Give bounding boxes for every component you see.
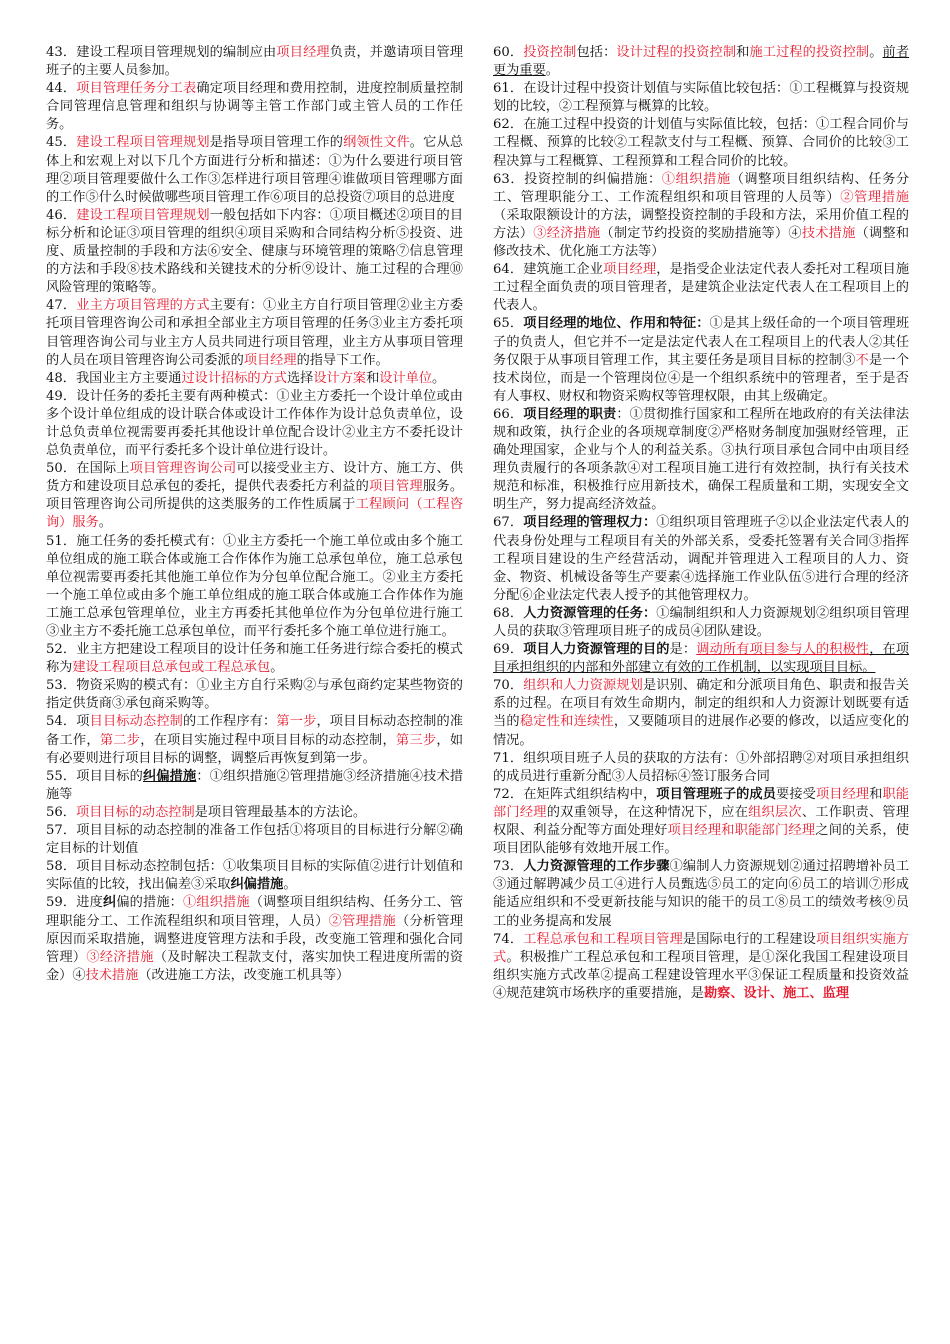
- item-text: 设计单位: [379, 370, 433, 386]
- item-text: 偏的措施：: [116, 895, 184, 911]
- item-55: [46, 768, 463, 804]
- item-text: 62．在施工过程中投资的计划值与实际值比较，包括：①工程合同价与工程概、预算的比较②工程款支付与工程概、预算、合同价的比较③工程决算与工程概算、工程预算和工程合同价的比较。: [493, 117, 909, 169]
- item-text: 53．物资采购的模式有：①业主方自行采购②与承包商约定某些物资的指定供货商③承包商采购等。: [46, 678, 463, 712]
- item-text: 是一个技术岗位，而是一个管理岗位④是一个组织系统中的管理者，至于是否有人事权、财权和物资采购权等管理权限，由其上级确定。: [493, 352, 910, 404]
- item-60: [493, 44, 909, 80]
- item-text: ①组织项目管理班子②以企业法定代表人的代表身份处理与工程项目有关的外部关系，受委托签署有关合同③指挥工程项目建设的生产经营活动，调配并管理进入工程项目的人力、资金、物资、机械设备等生产要素④选择施工作业队伍⑤进行合理的经济分配⑥企业法定代表人授予的其他管理权力。: [493, 515, 910, 603]
- item-text: 44．: [46, 81, 77, 97]
- item-text: 和: [736, 45, 750, 60]
- item-text: 职能部门经理: [493, 786, 910, 820]
- item-text: ①编制组织和人力资源规划②组织项目管理人员的获取③管理项目班子的成员④团队建设。: [493, 605, 910, 639]
- item-text: 前者更为重要: [493, 45, 910, 79]
- item-53: [46, 677, 463, 713]
- item-text: ，如有必要则进行项目目标的调整，调整后再恢复到第一步。: [46, 732, 464, 766]
- item-text: 项目经理: [815, 786, 870, 802]
- item-text: 56．: [46, 804, 76, 820]
- item-text: 项目组织实施方式: [493, 931, 910, 965]
- item-text: 是项目管理最基本的方法论。: [194, 804, 367, 820]
- item-48: [46, 370, 463, 388]
- item-63: [493, 171, 909, 261]
- item-text: 选择: [286, 370, 314, 386]
- item-text: 第二步: [99, 732, 141, 748]
- item-text: 是国际电行的工程建设: [682, 931, 816, 947]
- item-text: 项目经理的管理权力：: [523, 515, 657, 531]
- item-text: 是识别、确定和分派项目角色、职责和报告关系的过程。在项目有效生命期内，制定的组织和人力资源计划既要有适当的: [493, 678, 910, 730]
- item-text: 稳定性和连续性: [519, 714, 614, 730]
- item-58: [46, 858, 463, 894]
- item-text: 建设工程项目管理规划: [76, 207, 210, 223]
- item-text: 和: [366, 370, 380, 386]
- item-43: [46, 44, 463, 80]
- item-text: 46．: [46, 207, 77, 223]
- item-text: 74．: [493, 931, 524, 947]
- item-text: 73．: [493, 859, 524, 875]
- item-text: 52．业主方把建设工程项目的设计任务和施工任务进行综合委托的模式称为: [46, 642, 463, 676]
- item-66: [493, 406, 909, 515]
- item-text: 68．: [493, 605, 524, 621]
- item-text: 调动所有项目参与人的积极性: [696, 642, 870, 658]
- item-text: 47．: [46, 298, 77, 314]
- item-text: （采取限额设计的方法，调整投资控制的手段和方法，采用价值工程的方法）: [493, 207, 909, 241]
- item-54: [46, 713, 463, 767]
- item-49: [46, 388, 463, 460]
- item-text: 项目经理: [243, 352, 297, 368]
- item-text: 67．: [493, 515, 524, 531]
- item-text: （调整和修改技术、优化施工方法等）: [493, 225, 910, 260]
- item-text: 72．在矩阵式组织结构中，: [493, 786, 657, 802]
- item-text: 技术措施: [85, 967, 139, 983]
- item-44: [46, 80, 463, 134]
- item-text: 组织层次: [748, 804, 802, 820]
- item-text: ③经济措施: [86, 949, 154, 965]
- item-text: 服务。项目管理咨询公司所提供的这类服务的工作性质属于: [46, 479, 464, 513]
- item-text: ①组织措施: [661, 171, 731, 187]
- item-text: （分析管理原因而采取措施，调整进度管理方法和手段，改变施工管理和强化合同管理）: [46, 913, 464, 965]
- item-text: 人力资源管理的工作步骤: [523, 859, 670, 875]
- item-text: 。: [545, 63, 559, 79]
- item-text: 纲领性文件: [343, 135, 410, 151]
- item-text: （调整项目组织结构、任务分工、管理职能分工、工作流程组织和项目管理的人员等）: [493, 171, 910, 205]
- item-text: （调整项目组织结构、任务分工、管理职能分工、工作流程组织和项目管理，人员）: [46, 895, 464, 929]
- item-47: [46, 297, 463, 369]
- item-text: 项目管理咨询公司: [129, 461, 237, 477]
- item-text: 。积极推广工程总承包和工程项目管理，是①深化我国工程建设项目组织实施方式改革②提高工程建设管理水平③保证工程质量和投资效益④规范建筑市场秩序的重要措施，是: [493, 949, 910, 1001]
- item-text: 。它从总体上和宏观上对以下几个方面进行分析和描述：①为什么要进行项目管理②项目管理要做什么工作③怎样进行项目管理④谁做项目管理哪方面的工作⑤什么时候做哪些项目管理工作⑥项目的总投资⑦项目的总进度: [46, 135, 464, 205]
- item-text: 70．: [493, 678, 524, 694]
- item-text: 64．建筑施工企业: [493, 262, 604, 278]
- item-text: 是：: [669, 642, 697, 658]
- item-text: ③经济措施: [533, 225, 601, 241]
- item-text: 业主方项目管理的方式: [76, 298, 210, 314]
- item-text: 过设计招标的方式: [181, 370, 287, 386]
- item-text: 目目标动态控制: [89, 714, 184, 730]
- item-text: 一般包括如下内容：①项目概述②项目的目标分析和论证③项目管理的组织④项目采购和合同结构分析⑤投资、进度、质量控制的手段和方法⑥安全、健康与环境管理的策略⑦信息管理的方法和手段⑧技术路线和关键技术的分析⑨设计、施工过程的合理⑩风险管理的策略等。: [46, 207, 464, 296]
- item-51: [46, 533, 463, 642]
- item-text: 的指导下工作。: [296, 352, 389, 368]
- item-text: 51．施工任务的委托模式有：①业主方委托一个施工单位或由多个施工单位组成的施工联合体或施工合作体作为施工总承包单位，施工总承包单位视需要再委托其他施工单位作为分包单位配合施工。②业主方委托一个施工单位或由多个施工单位组成的施工联合体或施工合作体作为施工施工总承包管理单位，业主方再委托其他单位作为分包单位进行施工③业主方不委托施工总承包单位，而平行委托多个施工单位进行施工。: [46, 533, 463, 639]
- item-57: [46, 822, 463, 858]
- item-text: 55．项目目标的: [46, 768, 143, 784]
- item-text: 项目经理: [276, 45, 330, 60]
- item-text: 纠偏措施: [230, 877, 284, 893]
- item-text: 。: [432, 370, 446, 386]
- item-text: 63．投资控制的纠偏措施：: [493, 171, 662, 187]
- item-text: ①是其上级任命的一个项目管理班子的负责人，但它并不一定是法定代表人在工程项目上的代表人②其任务仅限于从事项目管理工作，其主要任务是项目目标的控制③: [493, 316, 910, 368]
- item-text: 59．进度: [46, 895, 103, 911]
- item-text: 49．设计任务的委托主要有两种模式：①业主方委托一个设计单位或由多个设计单位组成的设计联合体或设计工作体作为设计总负责单位，设计总负责单位视需要再委托其他设计单位配合设计②业主方不委托设计总负责单位，而平行委托多个设计单位进行设计。: [46, 388, 463, 459]
- item-text: ①组织措施: [183, 895, 250, 911]
- item-text: 建设工程项目总承包或工程总承包: [72, 660, 271, 676]
- item-text: ，在项目实施过程中项目目标的动态控制，: [140, 732, 396, 748]
- item-text: 组织和人力资源规划: [523, 678, 643, 694]
- item-text: 施工过程的投资控制: [749, 45, 870, 60]
- item-text: 要接受: [776, 786, 816, 802]
- item-text: 第三步: [395, 732, 437, 748]
- item-text: 项目管理班子的成员: [656, 786, 777, 802]
- item-67: [493, 514, 909, 604]
- item-text: 项目经理: [603, 262, 657, 278]
- item-text: 45．: [46, 135, 77, 151]
- item-text: 投资控制: [523, 45, 577, 60]
- item-text: 。: [869, 45, 883, 60]
- item-text: 之间的关系，使项目团队能够有效地开展工作。: [493, 823, 910, 857]
- item-69: [493, 641, 909, 677]
- item-text: 、工作职责、管理权限、利益分配等方面处理好: [493, 804, 910, 839]
- item-text: 第一步: [276, 714, 317, 730]
- item-text: ，在项目承担组织的内部和外部建立有效的工作机制，以实现项目目标。: [493, 642, 910, 676]
- item-59: [46, 894, 463, 984]
- item-61: [493, 80, 909, 116]
- item-text: 项目人力资源管理的目的: [523, 642, 670, 658]
- item-text: 48．我国业主方主要通: [46, 370, 182, 386]
- item-text: 71．组织项目班子人员的获取的方法有：①外部招聘②对项目承担组织的成员进行重新分配③人员招标④签订服务合同: [493, 750, 909, 784]
- item-text: 包括：: [576, 45, 617, 60]
- item-text: 主要有：①业主方自行项目管理②业主方委托项目管理咨询公司和承担全部业主方项目管理的任务③业主方委托项目管理咨询公司与业主方人员共同进行项目管理，业主方从事项目管理的人员在项目管理咨询公司委派的: [46, 298, 464, 368]
- item-text: 纠偏措施: [142, 768, 197, 784]
- item-text: 项目经理和职能部门经理: [667, 823, 816, 839]
- item-text: 和: [869, 786, 883, 802]
- item-64: [493, 261, 909, 315]
- item-text: 工程顾问（工程咨询）服务: [46, 497, 464, 531]
- item-text: 的工作程序有：: [183, 714, 277, 730]
- item-text: 是指导项目管理工作的: [209, 135, 344, 151]
- item-text: 确定项目经理和费用控制，进度控制质量控制合同管理信息管理和组织与协调等主管工作部门或主管人员的工作任务。: [46, 81, 464, 133]
- item-text: 58．项目目标动态控制包括：①收集项目目标的实际值②进行计划值和实际值的比较，找出偏差③采取: [46, 859, 463, 893]
- item-text: 60．: [493, 45, 524, 60]
- item-text: ：①组织措施②管理措施③经济措施④技术措施等: [46, 768, 464, 802]
- item-text: 建设工程项目管理规划: [76, 135, 210, 151]
- item-text: 设计方案: [313, 370, 367, 386]
- item-text: ②管理措施: [328, 913, 396, 929]
- left-column: [46, 44, 463, 985]
- item-text: 可以接受业主方、设计方、施工方、供货方和建设项目总承包的委托，提供代表委托方利益的: [46, 461, 464, 495]
- item-text: ，又要随项目的进展作必要的修改，以适应变化的情况。: [493, 714, 910, 748]
- item-text: ：①贯彻推行国家和工程所在地政府的有关法律法规和政策，执行企业的各项规章制度②严格财务制度加强财经管理，正确处理国家，企业与个人的利益关系。③执行项目承包合同中由项目经理负责履行的各项条款④对工程项目施工进行有效控制，执行有关技术规范和标准，积极推行应用新技术，确保工程质量和工期，实现安全文明生产，努力提高经济效益。: [493, 406, 910, 513]
- item-text: 。: [270, 660, 284, 676]
- item-text: ，是指受企业法定代表人委托对工程项目施工过程全面负责的项目管理者，是建筑企业法定代表人在工程项目上的代表人。: [493, 262, 910, 314]
- item-50: [46, 460, 463, 532]
- item-text: 勘察、设计、施工、监理: [704, 985, 850, 1001]
- item-56: [46, 804, 463, 822]
- item-71: [493, 750, 909, 786]
- item-text: 项目经理的职责: [523, 406, 617, 422]
- item-text: 66．: [493, 406, 524, 422]
- item-73: [493, 858, 909, 930]
- item-65: [493, 315, 909, 405]
- item-45: [46, 134, 463, 206]
- item-text: 工程总承包和工程项目管理: [523, 931, 683, 947]
- item-74: [493, 931, 909, 1003]
- right-column: [493, 44, 909, 1003]
- item-text: （及时解决工程款支付，落实加快工程进度所需的资金）④: [46, 949, 464, 983]
- item-text: 项目管理: [369, 479, 423, 495]
- item-text: 人力资源管理的任务：: [523, 605, 657, 621]
- item-62: [493, 116, 909, 170]
- item-text: 43．建设工程项目管理规划的编制应由: [46, 45, 277, 60]
- item-text: 纠: [102, 895, 117, 911]
- item-text: 。: [283, 877, 297, 893]
- item-68: [493, 605, 909, 641]
- item-70: [493, 677, 909, 749]
- item-text: （制定节约投资的奖励措施等）④: [600, 225, 802, 241]
- item-text: 65．: [493, 316, 524, 332]
- item-text: 61．在设计过程中投资计划值与实际值比较包括：①工程概算与投资规划的比较，②工程预算与概算的比较。: [493, 81, 909, 115]
- item-text: 不: [855, 352, 869, 368]
- item-text: 负责，并邀请项目管理班子的主要人员参加。: [46, 45, 464, 79]
- item-text: 50．在国际上: [46, 461, 130, 477]
- item-text: 。: [98, 515, 112, 531]
- item-text: 项目经理的地位、作用和特征：: [523, 316, 710, 332]
- item-text: ①编制人力资源规划②通过招聘增补员工③通过解聘减少员工④进行人员甄选⑤员工的定向⑥员工的培训⑦形成能适应组织和不受更新技能与知识的能干的员工⑧员工的绩效考核⑨员工的业务提高和发展: [493, 859, 910, 929]
- item-text: 的双重领导，在这种情况下，应在: [546, 804, 749, 820]
- item-text: 54．项: [46, 714, 90, 730]
- item-text: 设计过程的投资控制: [616, 45, 737, 60]
- item-text: ，项目目标动态控制的准备工作，: [46, 714, 464, 748]
- item-text: 57．项目目标的动态控制的准备工作包括①将项目的目标进行分解②确定目标的计划值: [46, 823, 463, 857]
- item-text: 69．: [493, 642, 524, 658]
- item-text: 项目管理任务分工表: [76, 81, 197, 97]
- item-72: [493, 786, 909, 858]
- item-46: [46, 207, 463, 297]
- item-text: ②管理措施: [840, 189, 909, 205]
- item-52: [46, 641, 463, 677]
- item-text: 技术措施: [801, 225, 856, 241]
- item-text: （改进施工方法，改变施工机具等）: [138, 967, 350, 983]
- item-text: 项目目标的动态控制: [75, 804, 195, 820]
